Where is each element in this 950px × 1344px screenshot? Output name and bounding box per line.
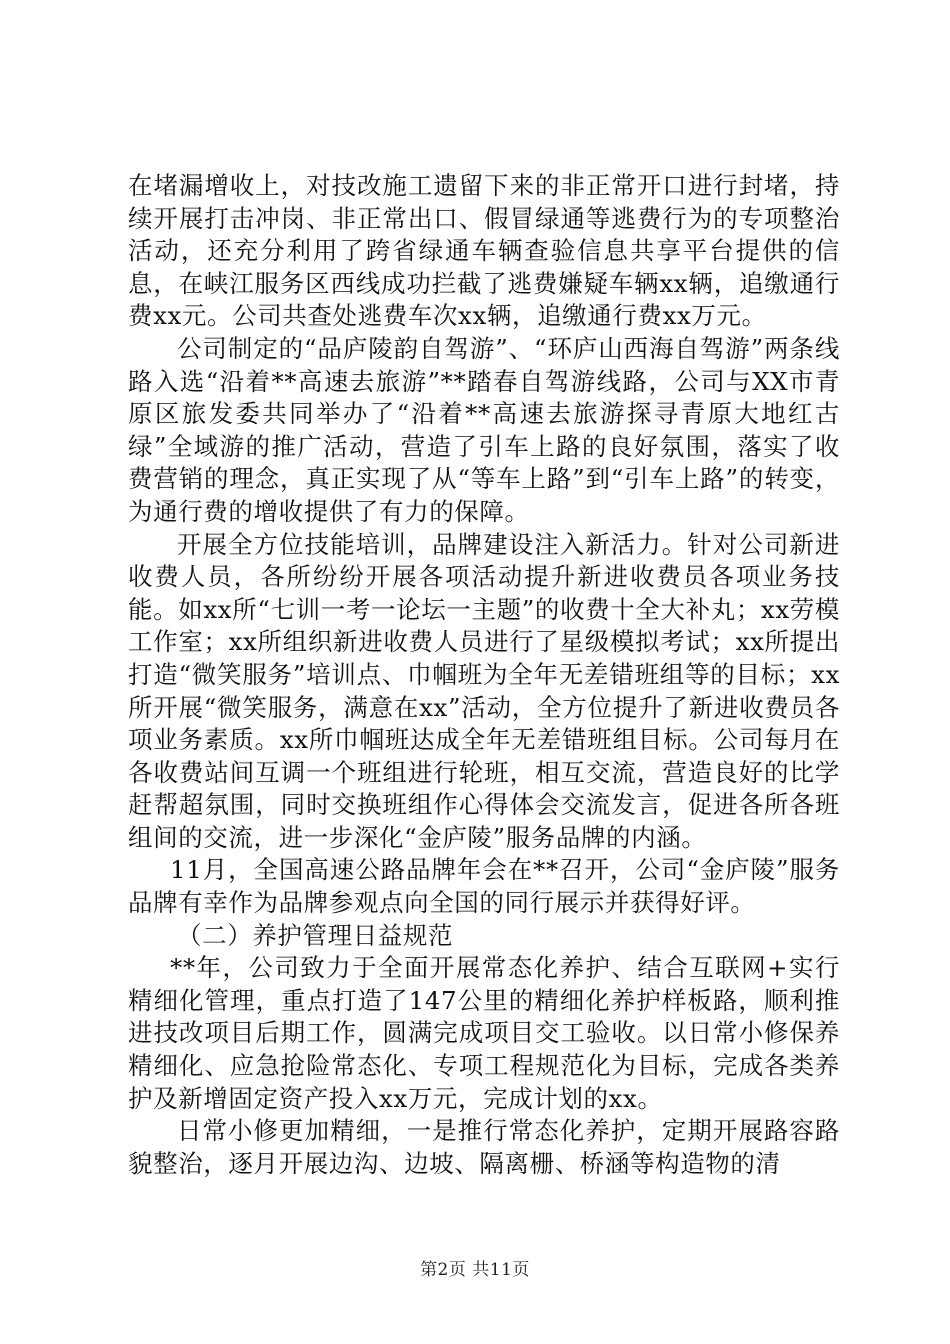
paragraph-toll-leakage: 在堵漏增收上，对技改施工遗留下来的非正常开口进行封堵，持续开展打击冲岗、非正常出口、假冒绿通等逃费行为的专项整治活动，还充分利用了跨省绿通车辆查验信息共享平台提供的信息，在峡江服务区西线成功拦截了逃费嫌疑车辆xx辆，追缴通行费xx元。公司共查处逃费车次xx辆，追缴通行费xx万元。 [128,171,840,331]
paragraph-self-drive-tours: 公司制定的“品庐陵韵自驾游”、“环庐山西海自驾游”两条线路入选“沿着**高速去旅游”**踏春自驾游线路，公司与XX市青原区旅发委共同举办了“沿着**高速去旅游探寻青原大地红古绿”全域游的推广活动，营造了引车上路的良好氛围，落实了收费营销的理念，真正实现了从“等车上路”到“引车上路”的转变，为通行费的增收提供了有力的保障。 [128,333,840,526]
section-heading-maintenance: （二）养护管理日益规范 [177,920,454,950]
paragraph-skills-training: 开展全方位技能培训，品牌建设注入新活力。针对公司新进收费人员，各所纷纷开展各项活动提升新进收费员各项业务技能。如xx所“七训一考一论坛一主题”的收费十全大补丸；xx劳模工作室；xx所组织新进收费人员进行了星级模拟考试；xx所提出打造“微笑服务”培训点、巾帼班为全年无差错班组等的目标；xx所开展“微笑服务，满意在xx”活动，全方位提升了新进收费员各项业务素质。xx所巾帼班达成全年无差错班组目标。公司每月在各收费站间互调一个班组进行轮班，相互交流，营造良好的比学赶帮超氛围，同时交换班组作心得体会交流发言，促进各所各班组间的交流，进一步深化“金庐陵”服务品牌的内涵。 [128,529,840,852]
paragraph-daily-repair: 日常小修更加精细，一是推行常态化养护，定期开展路容路貌整治，逐月开展边沟、边坡、隔离栅、桥涵等构造物的清 [128,1116,840,1178]
paragraph-brand-conference: 11月，全国高速公路品牌年会在**召开，公司“金庐陵”服务品牌有幸作为品牌参观点向全国的同行展示并获得好评。 [128,855,840,918]
page-number-footer: 第2页 共11页 [420,1260,530,1280]
paragraph-maintenance-overview: **年，公司致力于全面开展常态化养护、结合互联网+实行精细化管理，重点打造了147公里的精细化养护样板路，顺利推进技改项目后期工作，圆满完成项目交工验收。以日常小修保养精细化、应急抢险常态化、专项工程规范化为目标，完成各类养护及新增固定资产投入xx万元，完成计划的xx。 [128,953,840,1113]
document-body [128,170,840,1180]
